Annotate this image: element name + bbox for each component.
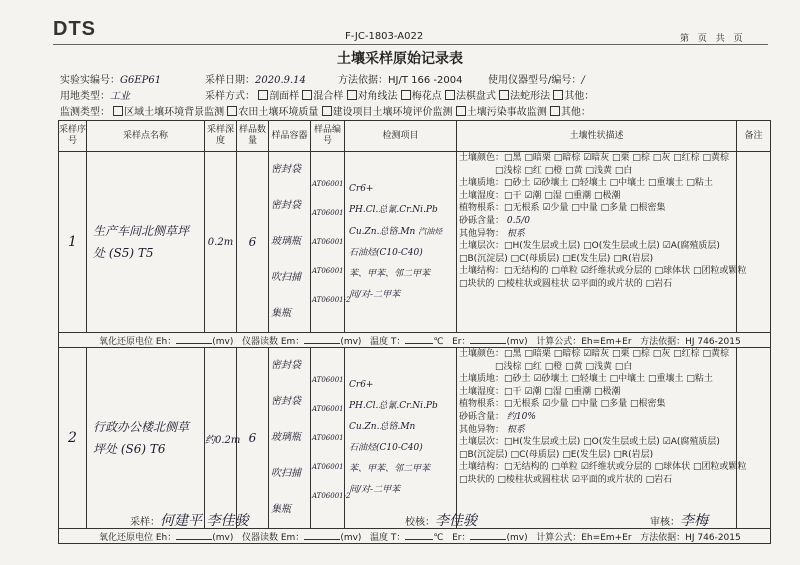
date-value: 2020.9.14 — [255, 75, 306, 86]
checkbox-icon — [456, 106, 466, 116]
item-line: Cu.Zn.总铬.Mn 汽油烃 — [349, 226, 443, 237]
sampling-mode-label: 采样方式： — [205, 91, 255, 102]
monitoring-option[interactable]: 建设项目土壤环境评价监测 — [322, 107, 453, 118]
company-logo: DTS — [53, 18, 96, 40]
code-item: AT06001 — [312, 266, 344, 275]
property-line: □B(沉淀层) □C(母质层) □E(发生层) □R(岩层) — [459, 449, 654, 460]
date-label: 采样日期： — [205, 75, 255, 86]
container-item: 吹扫捕集瓶 — [271, 468, 301, 515]
row-depth: 0.2m — [205, 152, 237, 333]
item-note: 汽油烃 — [418, 226, 443, 236]
monitoring-field — [60, 103, 591, 118]
formula: 计算公式：Eh=Em+Er — [536, 336, 632, 347]
item-line: Cu.Zn.总铬.Mn — [349, 422, 416, 432]
item-line: PH.Cl.总氰.Cr.Ni.Pb — [349, 401, 438, 411]
sample-no-field — [60, 71, 161, 86]
code-item: AT06001 — [312, 179, 344, 188]
item-line: 苯、甲苯、邻二甲苯 — [349, 268, 431, 279]
checkbox-icon — [258, 90, 268, 100]
property-line: □浅棕 □红 □橙 □黄 □浅黄 □白 — [495, 361, 633, 372]
gravel-value: 约10% — [506, 411, 536, 422]
sampling-mode-option[interactable]: 对角线法 — [347, 91, 398, 102]
er-label: Er： — [452, 532, 471, 543]
other-value: 根系 — [506, 228, 525, 239]
property-line: □块状的 □棱柱状或圆柱状 ☑平面的或片状的 □岩石 — [459, 278, 673, 289]
item-line: 石油烃(C10-C40) — [349, 443, 423, 453]
redox-method: 方法依据：HJ 746-2015 — [640, 336, 741, 347]
property-line: 砂砾含量： 0.5/0 — [459, 215, 530, 226]
reviewer-signature: 李梅 — [680, 513, 708, 529]
monitoring-label: 监测类型： — [60, 107, 110, 118]
checker-signature: 李佳骏 — [435, 513, 477, 529]
checkbox-icon — [401, 90, 411, 100]
property-line: □B(沉淀层) □C(母质层) □E(发生层) □R(岩层) — [459, 253, 654, 264]
row-count: 6 — [237, 348, 269, 529]
reviewer-label: 审核： — [650, 517, 680, 528]
landuse-field — [60, 87, 130, 102]
sampling-mode-option[interactable]: 法蛇形法 — [499, 91, 550, 102]
checkbox-icon — [302, 90, 312, 100]
code-item: AT06001 — [312, 404, 344, 413]
monitoring-option[interactable]: 其他： — [550, 107, 591, 118]
sampling-mode-option[interactable]: 剖面样 — [258, 91, 299, 102]
row-remark — [737, 152, 771, 333]
instrument-field — [488, 71, 585, 86]
container-item: 密封袋 — [271, 360, 301, 371]
header-container: 样品容器 — [269, 121, 311, 152]
document-number: F-JC-1803-A022 — [345, 31, 424, 42]
property-line: 土壤湿度：□干 ☑潮 □湿 □重潮 □极潮 — [459, 190, 621, 201]
landuse-label: 用地类型： — [60, 91, 110, 102]
er-label: Er： — [452, 336, 471, 347]
row-point-name: 生产车间北侧草坪处 (S5) T5 — [87, 152, 205, 333]
instrument-value: / — [581, 75, 585, 86]
formula: 计算公式：Eh=Em+Er — [536, 532, 632, 543]
checkbox-icon — [499, 90, 509, 100]
checkbox-icon — [550, 106, 560, 116]
table-row — [59, 152, 771, 333]
instrument-label: 使用仪器型号/编号： — [488, 75, 582, 86]
monitoring-option[interactable]: 农田土壤环境质量 — [227, 107, 318, 118]
table-header-row — [59, 121, 771, 152]
sample-no-value: G6EP61 — [120, 75, 162, 86]
row-remark — [737, 348, 771, 529]
item-line: 间/对-二甲苯 — [349, 289, 401, 300]
landuse-value: 工业 — [110, 91, 130, 102]
row-properties — [457, 348, 747, 529]
temp-label: 温度 T： — [370, 532, 406, 543]
property-line: 植物根系：□无根系 ☑少量 □中量 □多量 □根密集 — [459, 399, 666, 410]
header-code: 样品编号 — [311, 121, 345, 152]
header-name: 采样点名称 — [87, 121, 205, 152]
sampling-mode-field — [205, 87, 594, 102]
sampling-mode-option[interactable]: 梅花点 — [401, 91, 442, 102]
property-line: 土壤层次：□H(发生层或土层) □O(发生层或土层) ☑A(腐殖质层) — [459, 437, 720, 448]
property-line: □块状的 □棱柱状或圆柱状 ☑平面的或片状的 □岩石 — [459, 474, 673, 485]
item-line: 石油烃(C10-C40) — [349, 247, 423, 258]
header-properties: 土壤性状描述 — [457, 121, 737, 152]
checker-label: 校核： — [405, 517, 435, 528]
item-line: 苯、甲苯、邻二甲苯 — [349, 464, 431, 474]
reviewer-field — [650, 510, 708, 530]
header-seq: 采样序号 — [59, 121, 87, 152]
container-item: 玻璃瓶 — [271, 432, 301, 443]
meter-label: 仪器读数 Em： — [241, 532, 305, 543]
property-line: 其他异物： 根系 — [459, 228, 525, 239]
redox-row: 氧化还原电位 Eh： (mv) 仪器读数 Em： (mv) 温度 T： ℃ Er： (mv) 计算公式：Eh=Em+Er 方法依据：HJ 746-2015 — [59, 529, 771, 544]
code-item: AT06001 — [312, 237, 344, 246]
checkbox-icon — [227, 106, 237, 116]
header-remark: 备注 — [737, 121, 771, 152]
property-line: 土壤颜色：□黑 □暗栗 □暗棕 ☑暗灰 □栗 □棕 □灰 □红棕 □黄棕 — [459, 349, 729, 359]
row-seq: 1 — [59, 152, 87, 333]
monitoring-option[interactable]: 区域土壤环境背景监测 — [113, 107, 224, 118]
sampling-mode-option[interactable]: 其他： — [553, 91, 594, 102]
property-line: 土壤结构：□无结构的 □单粒 ☑纤维状或分层的 □球体状 □团粒或颗粒 — [459, 266, 747, 277]
header-count: 样品数量 — [237, 121, 269, 152]
header-depth: 采样深度 — [205, 121, 237, 152]
redox-method: 方法依据：HJ 746-2015 — [640, 532, 741, 543]
header-items: 检测项目 — [345, 121, 457, 152]
property-line: 土壤层次：□H(发生层或土层) □O(发生层或土层) ☑A(腐殖质层) — [459, 241, 720, 252]
code-item: AT06001 — [312, 462, 344, 471]
row-items — [345, 152, 457, 333]
redox-row: 氧化还原电位 Eh： (mv) 仪器读数 Em： (mv) 温度 T： ℃ Er： (mv) 计算公式：Eh=Em+Er 方法依据：HJ 746-2015 — [59, 333, 771, 348]
code-item: AT06001 — [312, 433, 344, 442]
sampling-mode-option[interactable]: 混合样 — [302, 91, 343, 102]
code-item: AT06001-2 — [312, 491, 351, 500]
checkbox-icon — [445, 90, 455, 100]
item-line: Cr6+ — [349, 380, 374, 390]
item-line: 间/对-二甲苯 — [349, 485, 401, 495]
property-line: 土壤湿度：□干 ☑潮 □湿 □重潮 □极潮 — [459, 386, 621, 397]
checkbox-icon — [553, 90, 563, 100]
row-count: 6 — [237, 152, 269, 333]
property-line: 土壤质地：□砂土 ☑砂壤土 □轻壤土 □中壤土 □重壤土 □粘土 — [459, 374, 713, 385]
code-item: AT06001 — [312, 208, 344, 217]
property-line: □浅棕 □红 □橙 □黄 □浅黄 □白 — [495, 165, 633, 176]
row-seq: 2 — [59, 348, 87, 529]
date-field — [205, 71, 306, 86]
property-line: 土壤质地：□砂土 ☑砂壤土 □轻壤土 □中壤土 □重壤土 □粘土 — [459, 178, 713, 189]
code-item: AT06001 — [312, 375, 344, 384]
form-title: 土壤采样原始记录表 — [337, 51, 463, 67]
meter-label: 仪器读数 Em： — [241, 336, 305, 347]
redox-label: 氧化还原电位 Eh： — [99, 336, 177, 347]
property-line: 土壤颜色：□黑 □暗栗 □暗棕 ☑暗灰 □栗 □棕 □灰 □红棕 □黄棕 — [459, 153, 729, 163]
method-label: 方法依据： — [338, 75, 388, 86]
checkbox-icon — [347, 90, 357, 100]
other-value: 根系 — [506, 424, 525, 435]
sampling-record-table — [58, 120, 771, 544]
method-value: HJ/T 166 -2004 — [388, 75, 463, 86]
row-properties — [457, 152, 747, 333]
container-item: 吹扫捕集瓶 — [271, 272, 301, 319]
row-containers — [269, 152, 311, 333]
row-depth: 约0.2m — [205, 348, 237, 529]
table-row — [59, 348, 771, 529]
row-codes — [311, 348, 351, 529]
sampling-mode-option[interactable]: 法棋盘式 — [445, 91, 496, 102]
temp-label: 温度 T： — [370, 336, 406, 347]
checkbox-icon — [113, 106, 123, 116]
checkbox-icon — [322, 106, 332, 116]
checker-field — [405, 510, 477, 530]
property-line: 植物根系：□无根系 ☑少量 □中量 □多量 □根密集 — [459, 203, 666, 214]
container-item: 密封袋 — [271, 164, 301, 175]
header-rule — [53, 44, 768, 45]
item-line: Cr6+ — [349, 183, 374, 194]
row-codes — [311, 152, 351, 333]
container-item: 密封袋 — [271, 200, 301, 211]
redox-label: 氧化还原电位 Eh： — [99, 532, 177, 543]
sample-no-label: 实验实编号： — [60, 75, 120, 86]
monitoring-option[interactable]: 土壤污染事故监测 — [456, 107, 547, 118]
method-field — [338, 71, 462, 86]
row-items — [345, 348, 457, 529]
row-containers — [269, 348, 311, 529]
page-info: 第 页 共 页 — [680, 34, 743, 44]
gravel-value: 0.5/0 — [506, 215, 530, 226]
item-line: PH.Cl.总氰.Cr.Ni.Pb — [349, 204, 438, 215]
container-item: 玻璃瓶 — [271, 236, 301, 247]
property-line: 其他异物： 根系 — [459, 424, 525, 435]
row-point-name: 行政办公楼北侧草坪处 (S6) T6 — [87, 348, 205, 529]
sampler-label: 采样： — [130, 517, 160, 528]
code-item: AT06001-2 — [312, 295, 351, 304]
property-line: 土壤结构：□无结构的 □单粒 ☑纤维状或分层的 □球体状 □团粒或颗粒 — [459, 462, 747, 473]
property-line: 砂砾含量： 约10% — [459, 411, 536, 422]
sampler-signature: 何建平 李佳骏 — [160, 513, 249, 529]
container-item: 密封袋 — [271, 396, 301, 407]
sampler-field — [130, 510, 248, 530]
